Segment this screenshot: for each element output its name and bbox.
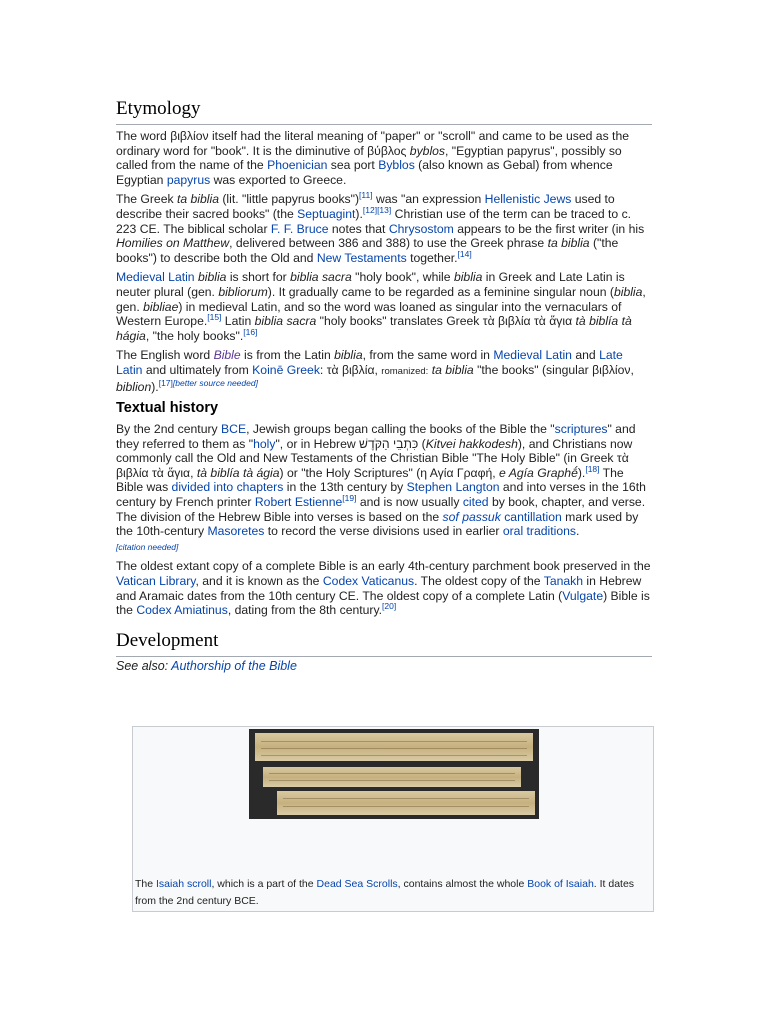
ref-16[interactable]: [16]: [243, 326, 258, 337]
septuagint-link[interactable]: Septuagint: [297, 206, 356, 221]
etymology-paragraph-1: The word βιβλίον itself had the literal meaning of "paper" or "scroll" and came to be used as the ordinary word for "book". It is the diminutive of βύβλος byblos, "Egyptian papyrus", possibly so called from the name of the Phoenician sea port Byblos (also known as Gebal) from whence Egyptian papyrus was exported to Greece.: [116, 129, 629, 187]
bible-link[interactable]: Bible: [213, 348, 241, 363]
citation-needed-tag[interactable]: [citation needed]: [116, 541, 179, 552]
masoretes-link[interactable]: Masoretes: [207, 524, 265, 539]
better-source-needed-tag[interactable]: [better source needed]: [172, 377, 258, 388]
koine-greek-link[interactable]: Koinē Greek: [252, 362, 320, 377]
dead-sea-scrolls-link[interactable]: Dead Sea Scrolls: [316, 878, 398, 890]
etymology-heading: Etymology: [116, 96, 652, 125]
image-caption: The Isaiah scroll, which is a part of the Dead Sea Scrolls, contains almost the whole Book of Isaiah. It dates from the 2nd century BCE.: [135, 878, 635, 907]
chrysostom-link[interactable]: Chrysostom: [388, 221, 454, 236]
late-latin-link[interactable]: Late Latin: [116, 348, 623, 377]
textual-paragraph-1: By the 2nd century BCE, Jewish groups began calling the books of the Bible the "scriptures" and they referred to them as "holy", or in Hebrew כִּתְבֵי הַקֹּדֶשׁ (Kitvei hakkodesh), and Christians now commonly call the Old and New Testaments of the Christian Bible "The Holy Bible" (in Greek τὰ βιβλία τὰ ἅγια, tà biblía tà ágia) or "the Holy Scriptures" (η Αγία Γραφή, e Agía Graphḗ).[18] The Bible was divided into chapters in the 13th century by Stephen Langton and into verses in the 16th century by French printer Robert Estienne[19] and is now usually cited by book, chapter, and verse. The division of the Hebrew Bible into verses is based on the sof passuk cantillation mark used by the 10th-century Masoretes to record the verse divisions used in earlier oral traditions. [citation needed]: [116, 422, 646, 552]
papyrus-link[interactable]: papyrus: [166, 172, 211, 187]
cantillation-link[interactable]: cantillation: [504, 509, 562, 524]
textual-history-heading: Textual history: [116, 400, 219, 417]
ff-bruce-link[interactable]: F. F. Bruce: [270, 221, 329, 236]
isaiah-scroll-image[interactable]: [249, 729, 539, 819]
etymology-paragraph-2: The Greek ta biblia (lit. "little papyrus books")[11] was "an expression Hellenistic Jews used to describe their sacred books" (the Septuagint).[12][13] Christian use of the term can be traced to c. 223 CE. The biblical scholar F. F. Bruce notes that Chrysostom appears to be the first writer (in his Homilies on Matthew, delivered between 386 and 388) to use the Greek phrase ta biblia ("the books") to describe both the Old and New Testaments together.[14]: [116, 190, 645, 265]
codex-amiatinus-link[interactable]: Codex Amiatinus: [136, 603, 228, 618]
oral-traditions-link[interactable]: oral traditions: [502, 524, 576, 539]
etymology-paragraph-4: The English word Bible is from the Latin biblia, from the same word in Medieval Latin and Late Latin and ultimately from Koinē Greek: τὰ βιβλία, romanized: ta biblia "the books" (singular βιβλίον, biblion).[17][better source needed]: [116, 348, 634, 394]
ref-19[interactable]: [19]: [342, 493, 357, 503]
ref-17[interactable]: [17]: [158, 377, 173, 388]
tanakh-link[interactable]: Tanakh: [543, 574, 584, 589]
authorship-of-the-bible-link[interactable]: Authorship of the Bible: [171, 658, 297, 673]
see-also-hatnote: See also: Authorship of the Bible: [116, 658, 297, 673]
phoenician-link[interactable]: Phoenician: [267, 158, 328, 173]
sof-passuk-link[interactable]: sof passuk: [442, 509, 501, 524]
codex-vaticanus-link[interactable]: Codex Vaticanus: [322, 574, 415, 589]
ref-15[interactable]: [15]: [207, 312, 222, 323]
ref-11[interactable]: [11]: [359, 190, 373, 201]
ref-14[interactable]: [14]: [457, 248, 472, 259]
robert-estienne-link[interactable]: Robert Estienne: [254, 495, 343, 510]
bce-link[interactable]: BCE: [221, 422, 247, 437]
byblos-link[interactable]: Byblos: [378, 158, 415, 173]
isaiah-scroll-link[interactable]: Isaiah scroll: [156, 878, 212, 890]
holy-link[interactable]: holy: [253, 436, 276, 451]
hellenistic-jews-link[interactable]: Hellenistic Jews: [484, 192, 572, 207]
development-heading: Development: [116, 628, 652, 657]
ref-13[interactable]: [13]: [377, 204, 392, 215]
romanized-label: romanized:: [381, 365, 429, 377]
medieval-latin-link[interactable]: Medieval Latin: [116, 270, 195, 285]
medieval-latin-link-2[interactable]: Medieval Latin: [493, 348, 572, 363]
ref-18[interactable]: [18]: [585, 463, 600, 474]
vulgate-link[interactable]: Vulgate: [562, 588, 604, 603]
ref-20[interactable]: [20]: [382, 601, 397, 612]
new-testaments-link[interactable]: New Testaments: [316, 250, 407, 265]
vatican-library-link[interactable]: Vatican Library: [116, 574, 196, 589]
scriptures-link[interactable]: scriptures: [554, 422, 608, 437]
cited-link[interactable]: cited: [462, 495, 489, 510]
image-thumbnail: [132, 726, 654, 912]
ref-12[interactable]: [12]: [362, 204, 378, 215]
book-of-isaiah-link[interactable]: Book of Isaiah: [527, 878, 594, 890]
article-body: [116, 96, 652, 673]
etymology-paragraph-3: Medieval Latin biblia is short for biblia sacra "holy book", while biblia in Greek and Late Latin is neuter plural (gen. bibliorum). It gradually came to be regarded as a feminine singular noun (biblia, gen. bibliae) in medieval Latin, and so the word was loaned as singular into the vernaculars of Western Europe.[15] Latin biblia sacra "holy books" translates Greek τὰ βιβλία τὰ ἅγια tà biblía tà hágia, "the holy books".[16]: [116, 270, 646, 343]
textual-paragraph-2: The oldest extant copy of a complete Bible is an early 4th-century parchment book preserved in the Vatican Library, and it is known as the Codex Vaticanus. The oldest copy of the Tanakh in Hebrew and Aramaic dates from the 10th century CE. The oldest copy of a complete Latin (Vulgate) Bible is the Codex Amiatinus, dating from the 8th century.[20]: [116, 559, 651, 618]
divided-into-chapters-link[interactable]: divided into chapters: [171, 480, 284, 495]
stephen-langton-link[interactable]: Stephen Langton: [406, 480, 500, 495]
